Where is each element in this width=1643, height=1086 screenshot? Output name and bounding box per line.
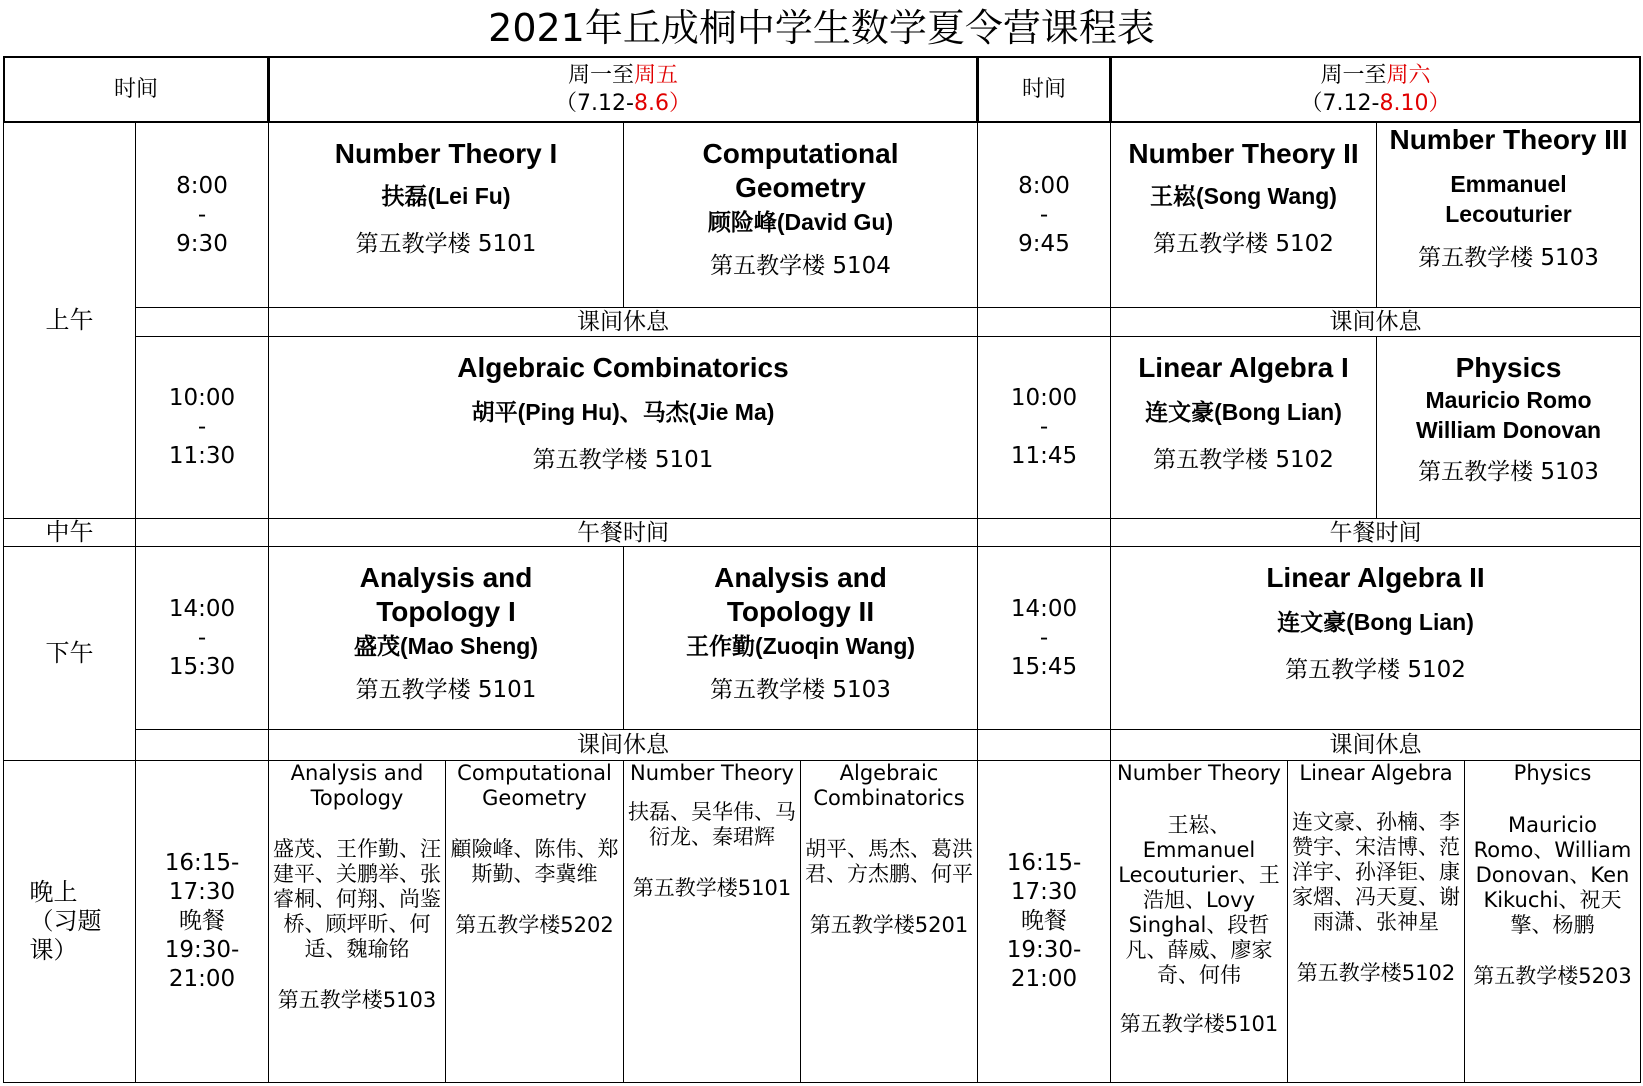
time-slot-right-3: 14:00 - 15:45: [977, 546, 1111, 730]
evening-algebraic-combinatorics: Algebraic Combinatorics 胡平、馬杰、葛洪君、方杰鹏、何平 第五教学楼5201: [800, 760, 978, 1083]
course-analysis-topology-2: Analysis and Topology II 王作勤(Zuoqin Wang) 第五教学楼 5103: [623, 546, 978, 730]
period-afternoon: 下午: [3, 546, 136, 761]
header-weekday-right: [1110, 56, 1641, 123]
break-time-left-2: [135, 729, 269, 761]
header-time-label-right: 时间: [1021, 76, 1066, 102]
header-time-left: [3, 56, 269, 123]
course-linear-algebra-1: Linear Algebra I 连文豪(Bong Lian) 第五教学楼 5102: [1110, 336, 1377, 519]
header-days-right: 周一至周六: [1320, 62, 1431, 88]
lunch-break-left: 午餐时间: [268, 518, 978, 547]
course-number-theory-3: Number Theory III Emmanuel Lecouturier 第五教学楼 5103: [1376, 122, 1641, 308]
header-time-label: 时间: [113, 76, 158, 102]
time-slot-right-1: 8:00 - 9:45: [977, 122, 1111, 308]
course-computational-geometry: Computational Geometry 顾险峰(David Gu) 第五教学楼 5104: [623, 122, 978, 308]
class-break-right-1: 课间休息: [1110, 307, 1641, 337]
period-noon: 中午: [3, 518, 136, 547]
time-slot-left-1: 8:00 - 9:30: [135, 122, 269, 308]
class-break-right-2: 课间休息: [1110, 729, 1641, 761]
time-slot-right-evening: 16:15- 17:30 晚餐 19:30- 21:00: [977, 760, 1111, 1083]
evening-computational-geometry: Computational Geometry 顧險峰、陈伟、郑斯勤、李冀维 第五教学楼5202: [445, 760, 624, 1083]
evening-number-theory-right: Number Theory 王崧、Emmanuel Lecouturier、王浩旭、Lovy Singhal、段哲凡、薛威、廖家奇、何伟 第五教学楼5101: [1110, 760, 1288, 1083]
time-slot-right-2: 10:00 - 11:45: [977, 336, 1111, 519]
course-analysis-topology-1: Analysis and Topology I 盛茂(Mao Sheng) 第五教学楼 5101: [268, 546, 624, 730]
break-time-left-1: [135, 307, 269, 337]
time-slot-left-3: 14:00 - 15:30: [135, 546, 269, 730]
evening-physics: Physics Mauricio Romo、William Donovan、Ken Kikuchi、祝天擎、杨鹏 第五教学楼5203: [1464, 760, 1641, 1083]
header-days-left: 周一至周五: [567, 62, 679, 88]
time-slot-left-evening: 16:15- 17:30 晚餐 19:30- 21:00: [135, 760, 269, 1083]
course-physics: Physics Mauricio Romo William Donovan 第五教学楼 5103: [1376, 336, 1641, 519]
course-number-theory-2: Number Theory II 王崧(Song Wang) 第五教学楼 5102: [1110, 122, 1377, 308]
break-time-right-2: [977, 729, 1111, 761]
header-range-right: （7.12-8.10）: [1300, 90, 1451, 116]
course-linear-algebra-2: Linear Algebra II 连文豪(Bong Lian) 第五教学楼 5102: [1110, 546, 1641, 730]
evening-analysis-topology: Analysis and Topology 盛茂、王作勤、汪建平、关鹏举、张睿桐、何翔、尚鉴桥、顾坪昕、何适、魏瑜铭 第五教学楼5103: [268, 760, 446, 1083]
break-time-right-1: [977, 307, 1111, 337]
lunch-time-right: [977, 518, 1111, 547]
time-slot-left-2: 10:00 - 11:30: [135, 336, 269, 519]
lunch-time-left: [135, 518, 269, 547]
period-morning: 上午: [3, 122, 136, 519]
header-weekday-left: [268, 56, 978, 123]
course-algebraic-combinatorics: Algebraic Combinatorics 胡平(Ping Hu)、马杰(Jie Ma) 第五教学楼 5101: [268, 336, 978, 519]
evening-number-theory-left: Number Theory 扶磊、吴华伟、马衍龙、秦珺辉 第五教学楼5101: [623, 760, 801, 1083]
header-range-left: （7.12-8.6）: [555, 90, 691, 116]
class-break-left-1: 课间休息: [268, 307, 978, 337]
page-title: 2021年丘成桐中学生数学夏令营课程表: [488, 6, 1155, 50]
lunch-break-right: 午餐时间: [1110, 518, 1641, 547]
class-break-left-2: 课间休息: [268, 729, 978, 761]
period-evening: 晚上（习题课）: [3, 760, 136, 1083]
evening-linear-algebra: Linear Algebra 连文豪、孙楠、李赞宇、宋洁博、范洋宇、孙泽钜、康家熠、冯天夏、谢雨潇、张神星 第五教学楼5102: [1287, 760, 1465, 1083]
header-time-right: [977, 56, 1111, 123]
course-number-theory-1: Number Theory I 扶磊(Lei Fu) 第五教学楼 5101: [268, 122, 624, 308]
